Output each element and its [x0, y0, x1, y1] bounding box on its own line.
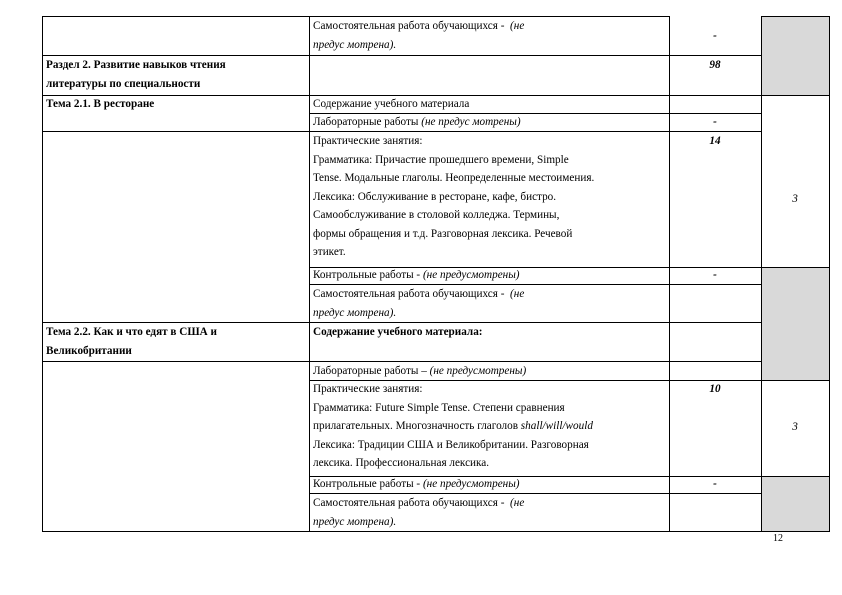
topic-2-1-content: Содержание учебного материала: [313, 98, 470, 110]
topic-2-1-level: 3: [792, 193, 798, 205]
topic-2-2-self-study: [313, 494, 667, 531]
topic-2-1-practice-hours: 14: [709, 135, 721, 147]
topic-2-1-control-hours: -: [713, 269, 717, 281]
topic-2-2-lab: [313, 362, 667, 381]
topic-2-1-lab: [313, 113, 667, 132]
topic-2-2-practice-line: Лексика: Традиции США и Великобритании. Разговорная: [313, 438, 589, 451]
top-self-study-text: Самостоятельная работа обучающихся -: [313, 20, 505, 32]
topic-2-1-practice-line: Tense. Модальные глаголы. Неопределенные местоимения.: [313, 172, 595, 184]
level-shade-top: [761, 16, 829, 95]
topic-2-1-practice-line: формы обращения и т.д. Разговорная лексика. Речевой: [313, 227, 573, 240]
top-self-study-cell: [313, 17, 667, 54]
topic-2-1-control-label: Контрольные работы -: [313, 269, 421, 281]
topic-2-1-lab-label: Лабораторные работы: [313, 116, 419, 128]
section-2-title-line-2: литературы по специальности: [46, 77, 201, 90]
section-2-title: [46, 56, 308, 93]
section-2-title-line-1: Раздел 2. Развитие навыков чтения: [46, 59, 226, 71]
topic-2-1-practice-line: Практические занятия:: [313, 135, 423, 147]
topic-2-1-practice-line: Самообслуживание в столовой колледжа. Термины,: [313, 209, 560, 221]
top-self-study-note-2: предус мотрена).: [313, 38, 397, 51]
topic-2-2-practice-hours: 10: [709, 383, 721, 395]
topic-2-2-title: [46, 323, 308, 360]
topic-2-2-lab-note: (не предусмотрены): [429, 365, 527, 377]
topic-2-2-control-hours: -: [713, 478, 717, 490]
topic-2-2-level: 3: [792, 421, 798, 433]
top-self-study-note: (не: [510, 20, 525, 32]
topic-2-2-lab-label: Лабораторные работы –: [313, 365, 427, 377]
level-shade-mid: [761, 267, 829, 380]
topic-2-1-control: [313, 266, 667, 285]
topic-2-1-self-study: [313, 285, 667, 322]
topic-2-1-practice-line: этикет.: [313, 246, 346, 258]
page-number: 12: [773, 533, 783, 544]
topic-2-2-content: Содержание учебного материала:: [313, 326, 483, 338]
topic-2-2-self-study-text: Самостоятельная работа обучающихся -: [313, 497, 505, 509]
topic-2-1-self-study-note-2: предус мотрена).: [313, 306, 397, 319]
topic-2-2-control-label: Контрольные работы -: [313, 478, 421, 490]
topic-2-1-lab-note: (не предус мотрены): [421, 116, 521, 128]
topic-2-1-self-study-note: (не: [510, 288, 525, 300]
section-2-hours: 98: [709, 59, 721, 71]
topic-2-2-self-study-note: (не: [510, 497, 525, 509]
topic-2-2-practice-line: прилагательных. Многозначность глаголов: [313, 420, 518, 432]
topic-2-1-practice: [313, 132, 667, 262]
topic-2-2-practice-line: Грамматика: Future Simple Tense. Степени сравнения: [313, 401, 565, 414]
topic-2-2-practice: [313, 380, 667, 473]
topic-2-1-lab-hours: -: [713, 116, 717, 128]
topic-2-2-self-study-note-2: предус мотрена).: [313, 515, 397, 528]
topic-2-2-control: [313, 475, 667, 494]
topic-2-2-title-line-2: Великобритании: [46, 344, 132, 357]
level-shade-bottom: [761, 476, 829, 531]
topic-2-2-control-note: (не предусмотрены): [422, 478, 520, 490]
topic-2-2-title-line-1: Тема 2.2. Как и что едят в США и: [46, 326, 217, 338]
topic-2-2-practice-line: лексика. Профессиональная лексика.: [313, 457, 490, 469]
topic-2-1-practice-line: Грамматика: Причастие прошедшего времени, Simple: [313, 153, 569, 166]
topic-2-1-practice-line: Лексика: Обслуживание в ресторане, кафе, бистро.: [313, 190, 557, 203]
topic-2-1-control-note: (не предусмотрены): [422, 269, 520, 281]
top-self-study-hours: -: [713, 30, 717, 42]
topic-2-2-practice-line: Практические занятия:: [313, 383, 423, 395]
topic-2-2-practice-verbs: shall/will/would: [520, 420, 593, 432]
topic-2-1-title: Тема 2.1. В ресторане: [46, 98, 155, 110]
topic-2-1-self-study-text: Самостоятельная работа обучающихся -: [313, 288, 505, 300]
